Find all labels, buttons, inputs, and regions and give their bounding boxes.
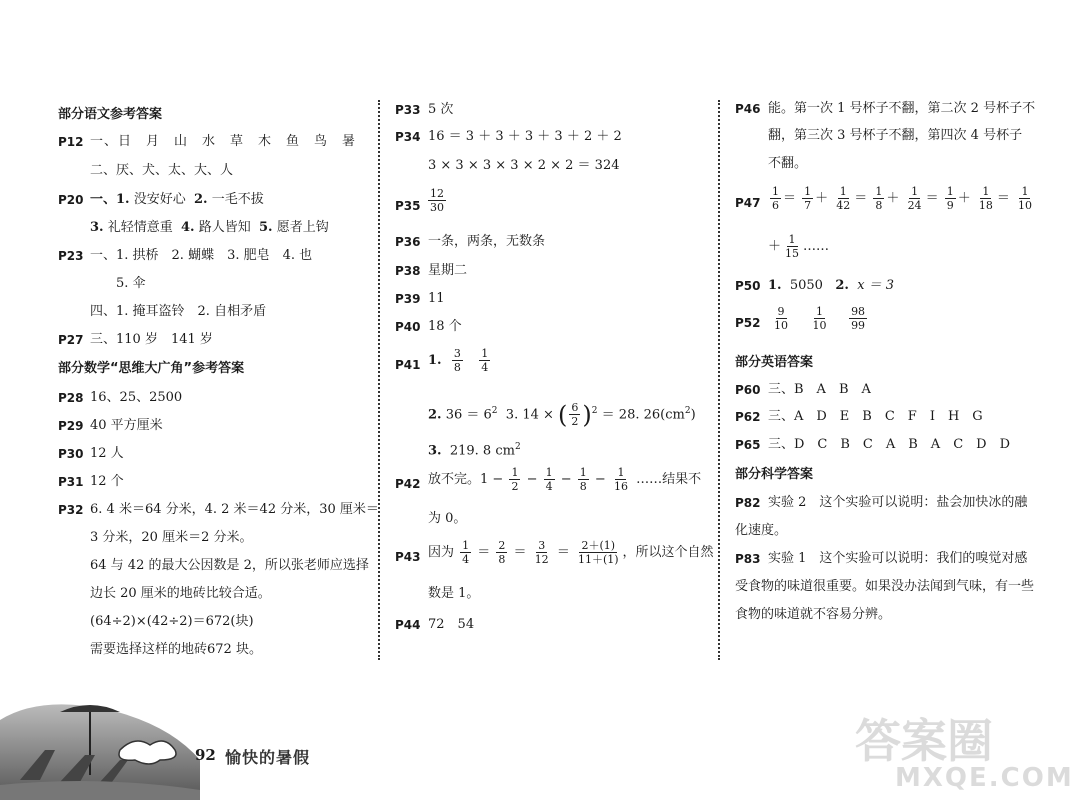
- p52-f1-num: 9: [777, 305, 785, 318]
- p47-ellipsis: ……: [803, 239, 830, 254]
- p82-line1: 实验 2 这个实验可以说明：盐会加快冰的融: [768, 495, 1028, 510]
- p47-line1: $\frac{1}{6}$ ＝ $\frac{1}{7}$ ＋ $\frac{1}{42}$ ＝ $\frac{1}{8}$ ＋ $\frac{1}{24}$ ＝ $\frac{1}{9}$ ＋ $\frac{1}{18}$ ＝ $\frac{1}{10}$: [772, 185, 1032, 212]
- p23-line2: 5. 伞: [116, 276, 146, 291]
- p41-frac2-num: 1: [481, 347, 489, 360]
- p41-eq2-exp: 2: [591, 406, 598, 416]
- p41-answer-3-exp: 2: [514, 442, 521, 452]
- p47-f6-num: 1: [946, 185, 954, 198]
- p20-answer-2: 一毛不拔: [211, 192, 264, 207]
- p83-line1: 实验 1 这个实验可以说明：我们的嗅觉对感: [768, 551, 1028, 566]
- p36-text: 一条，两条，无数条: [428, 234, 546, 249]
- p43-suffix: ，所以这个自然: [622, 545, 714, 560]
- p42-f3-num: 1: [579, 466, 587, 479]
- p43-f1-den: 4: [462, 553, 470, 566]
- page-ref-p50: P50: [735, 279, 761, 293]
- page-ref-p40: P40: [395, 320, 421, 334]
- heading-chinese-answers: 部分语文参考答案: [58, 107, 163, 122]
- p43-f3-num: 3: [538, 539, 546, 552]
- page-ref-p83: P83: [735, 552, 761, 566]
- p43-prefix: 因为: [428, 545, 455, 560]
- p65-text: 三、D C B C A B A C D D: [768, 437, 1010, 452]
- p43-f2-den: 8: [498, 553, 506, 566]
- p40-text: 18 个: [428, 319, 462, 334]
- p47-f6-den: 9: [946, 199, 954, 212]
- page-ref-p36: P36: [395, 235, 421, 249]
- p41-line3: [428, 438, 521, 460]
- p31-text: 12 个: [90, 474, 124, 489]
- p43-f4-num: 2＋(1): [581, 539, 616, 552]
- p47-f5-num: 1: [911, 185, 919, 198]
- p52-f1-den: 10: [774, 319, 788, 332]
- p20-answer-3: 礼轻情意重: [107, 220, 173, 235]
- page-ref-p60: P60: [735, 383, 761, 397]
- p50-item-1: 1.: [768, 278, 782, 293]
- p47-f2-num: 1: [804, 185, 812, 198]
- p33-text: 5 次: [428, 102, 454, 117]
- page-ref-p32: P32: [58, 503, 84, 517]
- page-ref-p43: P43: [395, 550, 421, 564]
- heading-science-answers: 部分科学答案: [735, 467, 814, 482]
- p41-frac1-num: 3: [453, 347, 461, 360]
- page-ref-p29: P29: [58, 419, 84, 433]
- p43-f2-num: 2: [498, 539, 506, 552]
- page-ref-p46: P46: [735, 102, 761, 116]
- p62-text: 三、A D E B C F I H G: [768, 409, 983, 424]
- p41-eq2-result: ＝ 28. 26(cm: [601, 407, 685, 423]
- p12-line1: 一、日 月 山 水 草 木 鱼 鸟 暑: [90, 134, 357, 149]
- p44-text: 72 54: [428, 617, 475, 632]
- p43-line1: 因为 $\frac{1}{4}$ ＝ $\frac{2}{8}$ ＝ $\frac{3}{12}$ ＝ $\frac{2+(1)}{11+(1)}$ ，所以这个自然: [428, 539, 714, 566]
- p52-f2-den: 10: [812, 319, 827, 332]
- heading-math-answers: 部分数学“思维大广角”参考答案: [58, 361, 245, 376]
- p41-item-3: 3.: [428, 443, 442, 459]
- p29-text: 40 平方厘米: [90, 418, 163, 433]
- watermark-logo-text: 答案圈: [855, 714, 993, 768]
- p41-answer-3: 219. 8 cm: [449, 443, 515, 459]
- p42-f4-num: 1: [617, 466, 625, 479]
- p20-item-2: 2.: [194, 192, 208, 207]
- p23-line1: 一、1. 拱桥 2. 蝴蝶 3. 肥皂 4. 也: [90, 248, 313, 263]
- p20-answer-5: 愿者上钩: [276, 220, 329, 235]
- p35-fraction: [426, 187, 448, 214]
- p41-line1: [428, 346, 492, 376]
- p42-f3-den: 8: [579, 480, 587, 493]
- p42-f1-num: 1: [511, 466, 519, 479]
- page-ref-p28: P28: [58, 391, 84, 405]
- page-number: 92: [195, 746, 216, 764]
- heading-english-answers: 部分英语答案: [735, 355, 814, 370]
- p35-denominator: 30: [430, 201, 444, 214]
- page-ref-p27: P27: [58, 333, 84, 347]
- p43-f3-den: 12: [534, 553, 549, 566]
- page-ref-p82: P82: [735, 496, 761, 510]
- page-ref-p20: P20: [58, 193, 84, 207]
- p47-f1-num: 1: [772, 185, 779, 198]
- p42-prefix: 放不完。1 −: [428, 472, 504, 487]
- p50-text: [768, 277, 894, 295]
- p20-item-3: 3.: [90, 220, 104, 235]
- p83-line3: 食物的味道就不容易分辨。: [735, 607, 892, 622]
- p43-f1-num: 1: [462, 539, 470, 552]
- p35-numerator: 12: [430, 187, 444, 200]
- p47-f3-num: 1: [839, 185, 847, 198]
- p46-line2: 翻，第三次 3 号杯子不翻，第四次 4 号杯子: [768, 128, 1023, 143]
- p42-f2-num: 1: [545, 466, 553, 479]
- p52-fractions: [770, 304, 869, 334]
- p42-f4-den: 16: [613, 480, 628, 493]
- p47-f8-den: 10: [1017, 199, 1032, 212]
- p47-f4-den: 8: [875, 199, 883, 212]
- p46-line1: 能。第一次 1 号杯子不翻，第二次 2 号杯子不: [768, 101, 1036, 116]
- p32-line1: 6. 4 米＝64 分米，4. 2 米＝42 分米，30 厘米＝: [90, 502, 379, 517]
- page-ref-p41: P41: [395, 358, 421, 372]
- p52-f3-num: 98: [851, 305, 866, 318]
- p38-text: 星期二: [428, 263, 468, 278]
- p50-answer-1: 5050: [789, 278, 823, 293]
- page-ref-p44: P44: [395, 618, 421, 632]
- p42-f1-den: 2: [511, 480, 519, 493]
- page-ref-p62: P62: [735, 410, 761, 424]
- p47-line2: ＋ $\frac{1}{15}$ ……: [768, 233, 830, 260]
- p60-text: 三、B A B A: [768, 382, 871, 397]
- page-ref-p31: P31: [58, 475, 84, 489]
- p82-line2: 化速度。: [735, 523, 788, 538]
- p47-f7-den: 18: [978, 199, 993, 212]
- p20-item-4: 4.: [181, 220, 195, 235]
- page-ref-p42: P42: [395, 477, 421, 491]
- page-ref-p33: P33: [395, 103, 421, 117]
- page-ref-p39: P39: [395, 292, 421, 306]
- p47-f4-num: 1: [875, 185, 883, 198]
- page-ref-p12: P12: [58, 135, 84, 149]
- p20-line1: [90, 191, 264, 209]
- p43-f4-den: 11＋(1): [577, 553, 619, 566]
- p20-answer-4: 路人皆知: [198, 220, 251, 235]
- p41-eq2-prefix: 3. 14 ×: [505, 407, 554, 423]
- p42-line1: 放不完。1 − $\frac{1}{2}$ − $\frac{1}{4}$ − $\frac{1}{8}$ − $\frac{1}{16}$ ……结果不: [428, 466, 702, 493]
- p50-answer-2: x ＝ 3: [857, 278, 895, 293]
- column-divider-1: [378, 100, 380, 660]
- p47-f8-num: 1: [1021, 185, 1029, 198]
- page-ref-p23: P23: [58, 249, 84, 263]
- p32-line3: 64 与 42 的最大公因数是 2，所以张老师应选择: [90, 558, 369, 573]
- p20-answer-1: 没安好心: [133, 192, 186, 207]
- p12-line2: 二、厌、犬、太、大、人: [90, 163, 234, 178]
- p47-f5-den: 24: [907, 199, 922, 212]
- page-ref-p30: P30: [58, 447, 84, 461]
- p47-last-den: 15: [785, 247, 800, 260]
- p47-last-num: 1: [788, 233, 796, 246]
- p41-eq2-unit-exp: 2: [684, 406, 691, 416]
- p41-eq2-den: 2: [571, 415, 579, 429]
- watermark-url: MXQE.COM: [895, 763, 1074, 793]
- p32-line6: 需要选择这样的地砖672 块。: [90, 642, 262, 657]
- page-ref-p35: P35: [395, 199, 421, 213]
- p47-f1-den: 6: [772, 199, 779, 212]
- p20-line2: [90, 219, 329, 237]
- p42-line2: 为 0。: [428, 511, 467, 526]
- p41-line2: 2. $36 = 6^2$ 3. 14 × ( $\frac{6}{2}$ )$^2$ ＝ 28. $26(cm^2)$: [428, 400, 696, 429]
- p47-f7-num: 1: [982, 185, 990, 198]
- p52-f2-num: 1: [816, 305, 824, 318]
- p46-line3: 不翻。: [768, 156, 808, 171]
- p41-frac1-den: 8: [453, 361, 461, 374]
- page-ref-p65: P65: [735, 438, 761, 452]
- p41-item-2: 2.: [428, 407, 442, 423]
- page-ref-p38: P38: [395, 264, 421, 278]
- p47-f2-den: 7: [804, 199, 812, 212]
- p83-line2: 受食物的味道很重要。如果没办法闻到气味，有一些: [735, 579, 1035, 594]
- p27-text: 三、110 岁 141 岁: [90, 332, 213, 347]
- p42-f2-den: 4: [545, 480, 553, 493]
- page-ref-p34: P34: [395, 130, 421, 144]
- p23-line3: 四、1. 掩耳盗铃 2. 自相矛盾: [90, 304, 267, 319]
- book-title: 愉快的暑假: [225, 748, 311, 767]
- p32-line2: 3 分米，20 厘米＝2 分米。: [90, 530, 253, 545]
- p41-eq1: 36 ＝ 6: [445, 407, 492, 423]
- watermark: [855, 705, 1074, 800]
- page-ref-p47: P47: [735, 196, 761, 210]
- page-ref-p52: P52: [735, 316, 761, 330]
- p41-eq2-close: ): [690, 407, 696, 423]
- p32-line5: (64÷2)×(42÷2)＝672(块): [90, 614, 254, 629]
- p28-text: 16、25、2500: [90, 390, 183, 405]
- p41-frac2-den: 4: [481, 361, 489, 374]
- p41-item-1: 1.: [428, 353, 442, 368]
- p20-item-1: 一、1.: [90, 192, 130, 207]
- p39-text: 11: [428, 291, 445, 306]
- p34-line1: 16 ＝ 3 ＋ 3 ＋ 3 ＋ 3 ＋ 2 ＋ 2: [428, 129, 622, 144]
- column-divider-2: [718, 100, 720, 660]
- p43-line2: 数是 1。: [428, 586, 480, 601]
- p41-eq1-exp: 2: [491, 406, 498, 416]
- p52-f3-den: 99: [851, 319, 866, 332]
- p32-line4: 边长 20 厘米的地砖比较合适。: [90, 586, 271, 601]
- p30-text: 12 人: [90, 446, 124, 461]
- p50-item-2: 2.: [835, 278, 849, 293]
- p47-f3-den: 42: [836, 199, 851, 212]
- p34-line2: 3 × 3 × 3 × 3 × 2 × 2 ＝ 324: [428, 158, 620, 173]
- p41-eq2-num: 6: [571, 401, 579, 415]
- p42-suffix: ……结果不: [636, 472, 702, 487]
- p20-item-5: 5.: [259, 220, 273, 235]
